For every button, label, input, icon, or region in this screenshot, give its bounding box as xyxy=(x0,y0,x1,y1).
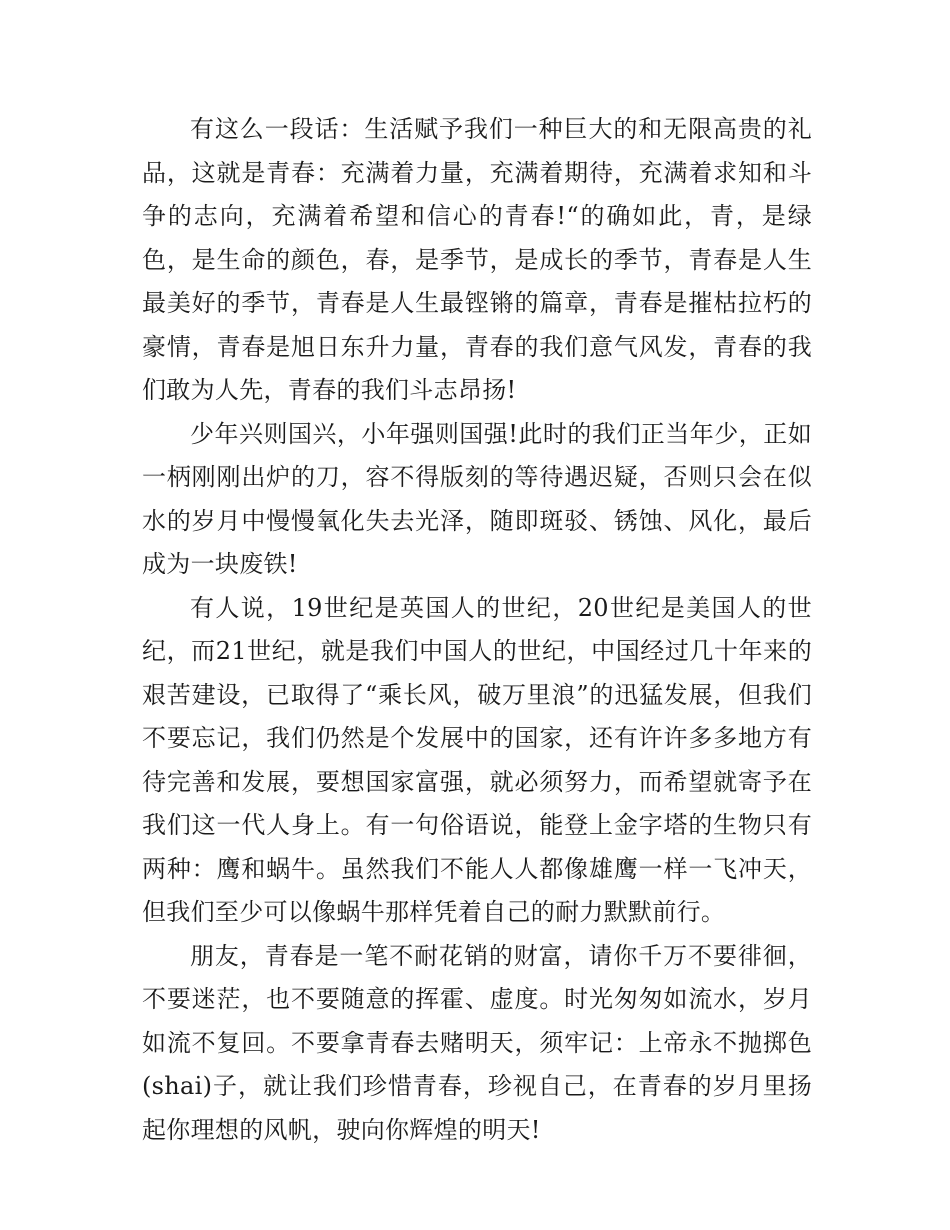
paragraph-1: 有这么一段话：生活赋予我们一种巨大的和无限高贵的礼品，这就是青春：充满着力量，充满着期待，充满着求知和斗争的志向，充满着希望和信心的青春!“的确如此，青，是绿色，是生命的颜色，春，是季节，是成长的季节，青春是人生最美好的季节，青春是人生最铿锵的篇章，青春是摧枯拉朽的豪情，青春是旭日东升力量，青春的我们意气风发，青春的我们敢为人先，青春的我们斗志昂扬! xyxy=(142,115,812,404)
paragraph-2: 少年兴则国兴，小年强则国强!此时的我们正当年少，正如一柄刚刚出炉的刀，容不得版刻的等待遇迟疑，否则只会在似水的岁月中慢慢氧化失去光泽，随即斑驳、锈蚀、风化，最后成为一块废铁! xyxy=(142,419,812,578)
document-body xyxy=(142,108,812,1152)
paragraph-4: 朋友，青春是一笔不耐花销的财富，请你千万不要徘徊，不要迷茫，也不要随意的挥霍、虚度。时光匆匆如流水，岁月如流不复回。不要拿青春去赌明天，须牢记：上帝永不抛掷色(shai)子，就让我们珍惜青春，珍视自己，在青春的岁月里扬起你理想的风帆，驶向你辉煌的明天! xyxy=(142,941,812,1144)
paragraph-3: 有人说，19世纪是英国人的世纪，20世纪是美国人的世纪，而21世纪，就是我们中国人的世纪，中国经过几十年来的艰苦建设，已取得了“乘长风，破万里浪”的迅猛发展，但我们不要忘记，我们仍然是个发展中的国家，还有许许多多地方有待完善和发展，要想国家富强，就必须努力，而希望就寄予在我们这一代人身上。有一句俗语说，能登上金字塔的生物只有两种：鹰和蜗牛。虽然我们不能人人都像雄鹰一样一飞冲天，但我们至少可以像蜗牛那样凭着自己的耐力默默前行。 xyxy=(142,593,812,926)
